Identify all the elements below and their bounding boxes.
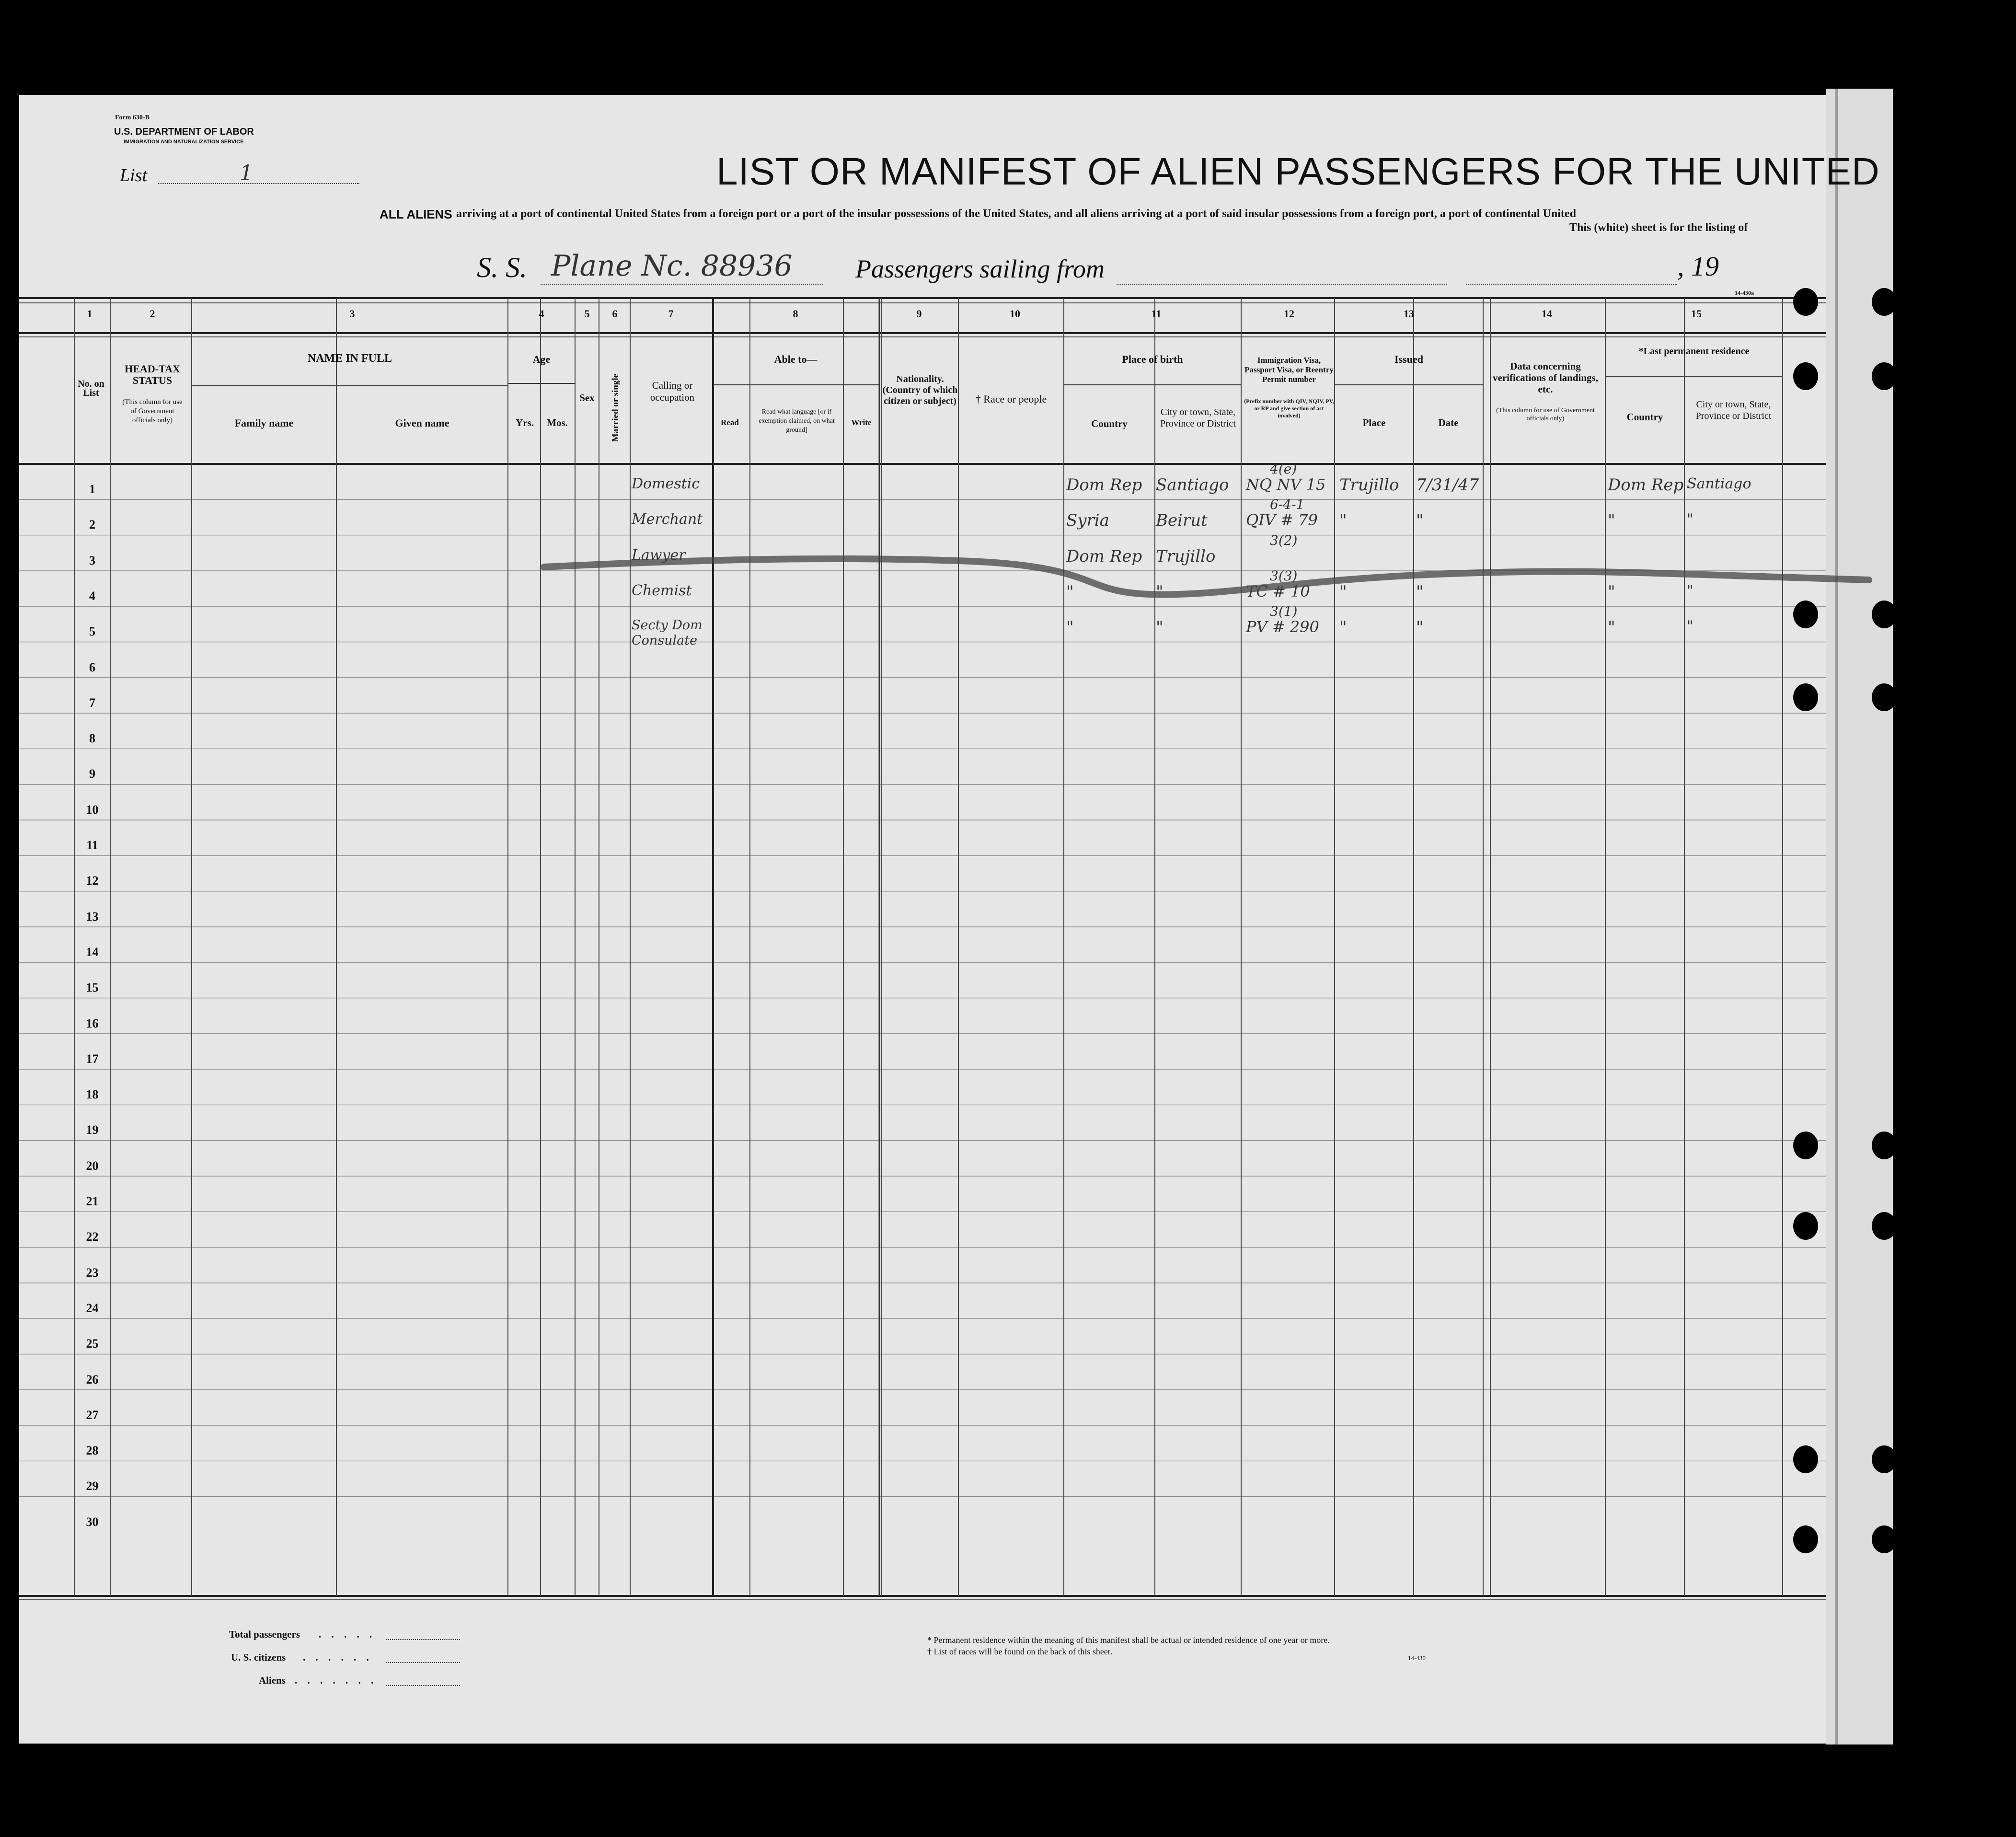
header-family-name: Family name [234,417,294,429]
column-number: 15 [1691,308,1702,320]
punch-hole [1793,1445,1818,1473]
punch-hole [1872,362,1897,390]
row-number: 19 [86,1123,99,1137]
page-title: LIST OR MANIFEST OF ALIEN PASSENGERS FOR THE UNITED [716,150,1880,193]
entry-visa-section: 6-4-1 [1270,497,1305,513]
list-label: List [120,165,148,185]
row-number: 24 [86,1301,99,1315]
total-passengers-dots: . . . . . [319,1629,376,1640]
row-number: 5 [89,624,95,639]
entry-residence-city: " [1687,582,1693,599]
entry-residence-city: " [1687,618,1693,635]
entry-residence-country: " [1608,618,1615,637]
entry-visa-section: 3(2) [1270,532,1298,548]
aliens-line [386,1685,460,1686]
entry-visa: NQ NV 15 [1246,475,1326,494]
department-name: U.S. DEPARTMENT OF LABOR [114,127,254,137]
entry-issued-place: " [1339,618,1347,637]
entry-occupation: Secty Dom Consulate [632,618,703,648]
punch-hole [1793,1212,1818,1240]
header-mos: Mos. [547,417,568,428]
total-passengers-label: Total passengers [229,1629,300,1640]
header-write: Write [851,418,872,427]
row-number: 6 [89,660,95,674]
header-visa-note: (Prefix number with QIV, NQIV, PV, or RP and give section of act involved) [1244,398,1334,419]
entry-visa: QIV # 79 [1246,511,1318,530]
row-number: 30 [86,1514,99,1529]
row-number: 16 [86,1016,99,1030]
entry-issued-date: " [1416,618,1424,637]
header-name-in-full: NAME IN FULL [307,352,392,365]
row-number: 15 [86,981,99,995]
header-head-tax-note: (This column for use of Government officials only) [122,398,183,424]
row-number: 20 [86,1158,99,1173]
column-number: 4 [539,308,544,320]
column-number: 5 [584,308,590,320]
column-number: 2 [150,308,155,320]
row-number: 3 [89,553,95,567]
entry-residence-country: " [1608,511,1615,531]
us-citizens-line [386,1662,460,1663]
column-number: 10 [1010,308,1020,320]
row-number: 27 [86,1408,99,1422]
punch-hole [1793,683,1818,711]
sailing-label: Passengers sailing from [855,254,1105,283]
column-number: 14 [1542,308,1552,320]
entry-residence-city: Santiago [1687,475,1751,492]
entry-residence-country: Dom Rep [1608,475,1684,495]
entry-visa-section: 3(3) [1270,567,1298,584]
entry-birth-city: " [1156,618,1164,637]
row-number: 29 [86,1479,99,1493]
entry-residence-city: " [1687,511,1693,528]
row-number: 28 [86,1444,99,1458]
entry-occupation: Lawyer [632,546,686,564]
column-number: 8 [793,308,798,320]
header-nationality: Nationality. (Country of which citizen or subject) [882,374,958,406]
punch-hole [1872,1525,1897,1553]
entry-visa-section: 3(1) [1270,603,1298,620]
year-label: , 19 [1677,251,1719,282]
punch-hole [1793,1132,1818,1159]
punch-hole [1793,362,1818,390]
header-no-on-list: No. on List [78,379,104,398]
row-number: 21 [86,1194,99,1208]
entry-birth-city: Trujillo [1156,546,1216,566]
entry-occupation: Domestic [632,475,700,492]
us-citizens-dots: . . . . . . [303,1652,373,1663]
service-name: IMMIGRATION AND NATURALIZATION SERVICE [124,139,244,145]
header-race: † Race or people [975,393,1047,405]
punch-hole [1793,288,1818,316]
punch-hole [1793,1525,1818,1553]
entry-birth-country: Dom Rep [1066,475,1142,495]
vessel-prefix: S. S. [477,252,527,283]
row-number: 2 [89,518,95,532]
column-number: 1 [87,308,92,320]
column-number: 7 [668,308,674,320]
row-number: 17 [86,1051,99,1066]
header-place-of-birth: Place of birth [1122,353,1183,365]
corner-code: 14-430a [1735,289,1754,296]
entry-issued-date: 7/31/47 [1416,475,1479,495]
column-number: 9 [916,308,922,320]
total-passengers-line [386,1639,460,1640]
subtitle-lead: ALL ALIENS [380,207,452,221]
column-number: 12 [1284,308,1294,320]
punch-hole [1872,1445,1897,1473]
header-issued-date: Date [1438,417,1459,428]
column-number: 11 [1151,308,1162,320]
header-read: Read [721,418,739,427]
header-yrs: Yrs. [516,417,534,428]
entry-issued-place: Trujillo [1339,475,1399,495]
row-number: 13 [86,909,99,924]
header-visa: Immigration Visa, Passport Visa, or Reentry Permit number [1244,356,1334,384]
entry-birth-country: " [1066,582,1074,601]
header-birth-city: City or town, State, Province or District [1160,407,1236,429]
footer-code: 14-430 [1408,1654,1426,1662]
header-sex: Sex [579,392,595,404]
header-calling: Calling or occupation [650,380,695,403]
entry-birth-city: " [1156,582,1164,601]
column-number: 6 [612,308,618,320]
row-number: 8 [89,731,95,746]
entry-occupation: Merchant [632,511,703,528]
row-number: 1 [89,482,95,496]
entry-occupation: Chemist [632,582,692,599]
footnote-races: † List of races will be found on the back of this sheet. [927,1647,1113,1656]
punch-hole [1793,601,1818,628]
entry-visa: TC # 10 [1246,582,1310,601]
punch-hole [1872,601,1897,628]
column-number: 13 [1404,308,1414,320]
header-married: Married or single [611,373,621,442]
entry-birth-country: Syria [1066,511,1109,531]
us-citizens-label: U. S. citizens [231,1652,286,1663]
row-number: 22 [86,1230,99,1244]
row-number: 23 [86,1265,99,1280]
entry-issued-date: " [1416,511,1424,531]
header-head-tax: HEAD-TAX STATUS [125,363,180,386]
row-number: 10 [86,802,99,817]
footnote-residence: * Permanent residence within the meaning of this manifest shall be actual or intended residence of one year or more. [927,1635,1330,1645]
row-number: 12 [86,874,99,888]
aliens-dots: . . . . . . . [295,1675,378,1686]
punch-hole [1872,288,1897,316]
entry-residence-country: " [1608,582,1615,601]
row-number: 11 [86,838,98,852]
row-number: 4 [89,589,95,603]
subtitle: arriving at a port of continental United States from a foreign port or a port of the insular possessions of the United States, and all aliens arriving at a port of said insular possessions from a foreign port, a port of continental United [456,208,1576,220]
header-age: Age [532,353,551,365]
punch-hole [1872,1212,1897,1240]
row-number: 26 [86,1372,99,1386]
punch-hole [1872,683,1897,711]
entry-birth-country: Dom Rep [1066,546,1142,566]
header-able-to: Able to— [774,353,818,365]
aliens-label: Aliens [259,1675,286,1686]
header-issued: Issued [1394,353,1423,365]
row-number: 9 [89,767,95,781]
header-residence-city: City or town, State, Province or District [1695,399,1772,421]
entry-birth-city: Beirut [1156,511,1208,531]
row-number: 14 [86,945,99,959]
subtitle-continued: This (white) sheet is for the listing of [1569,221,1748,234]
vessel-value: Plane Nc. 88936 [551,249,793,283]
entry-birth-country: " [1066,618,1074,637]
header-residence-country: Country [1626,411,1663,423]
row-number: 7 [89,695,95,710]
row-number: 18 [86,1087,99,1102]
header-verifications-note: (This column for use of Government officials only) [1496,407,1595,422]
form-number: Form 630-B [115,114,150,121]
header-read-what: Read what language [or if exemption claimed, on what ground] [759,408,835,434]
header-last-residence: *Last permanent residence [1638,346,1750,357]
header-birth-country: Country [1091,418,1128,429]
entry-issued-place: " [1339,582,1347,601]
entry-issued-place: " [1339,511,1347,531]
row-number: 25 [86,1337,99,1351]
list-value: 1 [240,161,253,185]
entry-issued-date: " [1416,582,1424,601]
header-issued-place: Place [1362,417,1386,428]
header-given-name: Given name [395,417,449,429]
header-verifications: Data concerning verifications of landings, etc. [1493,360,1598,395]
entry-birth-city: Santiago [1156,475,1229,495]
column-number: 3 [349,308,355,320]
entry-visa: PV # 290 [1246,618,1319,636]
entry-visa-section: 4(e) [1270,461,1297,477]
punch-hole [1872,1132,1897,1159]
